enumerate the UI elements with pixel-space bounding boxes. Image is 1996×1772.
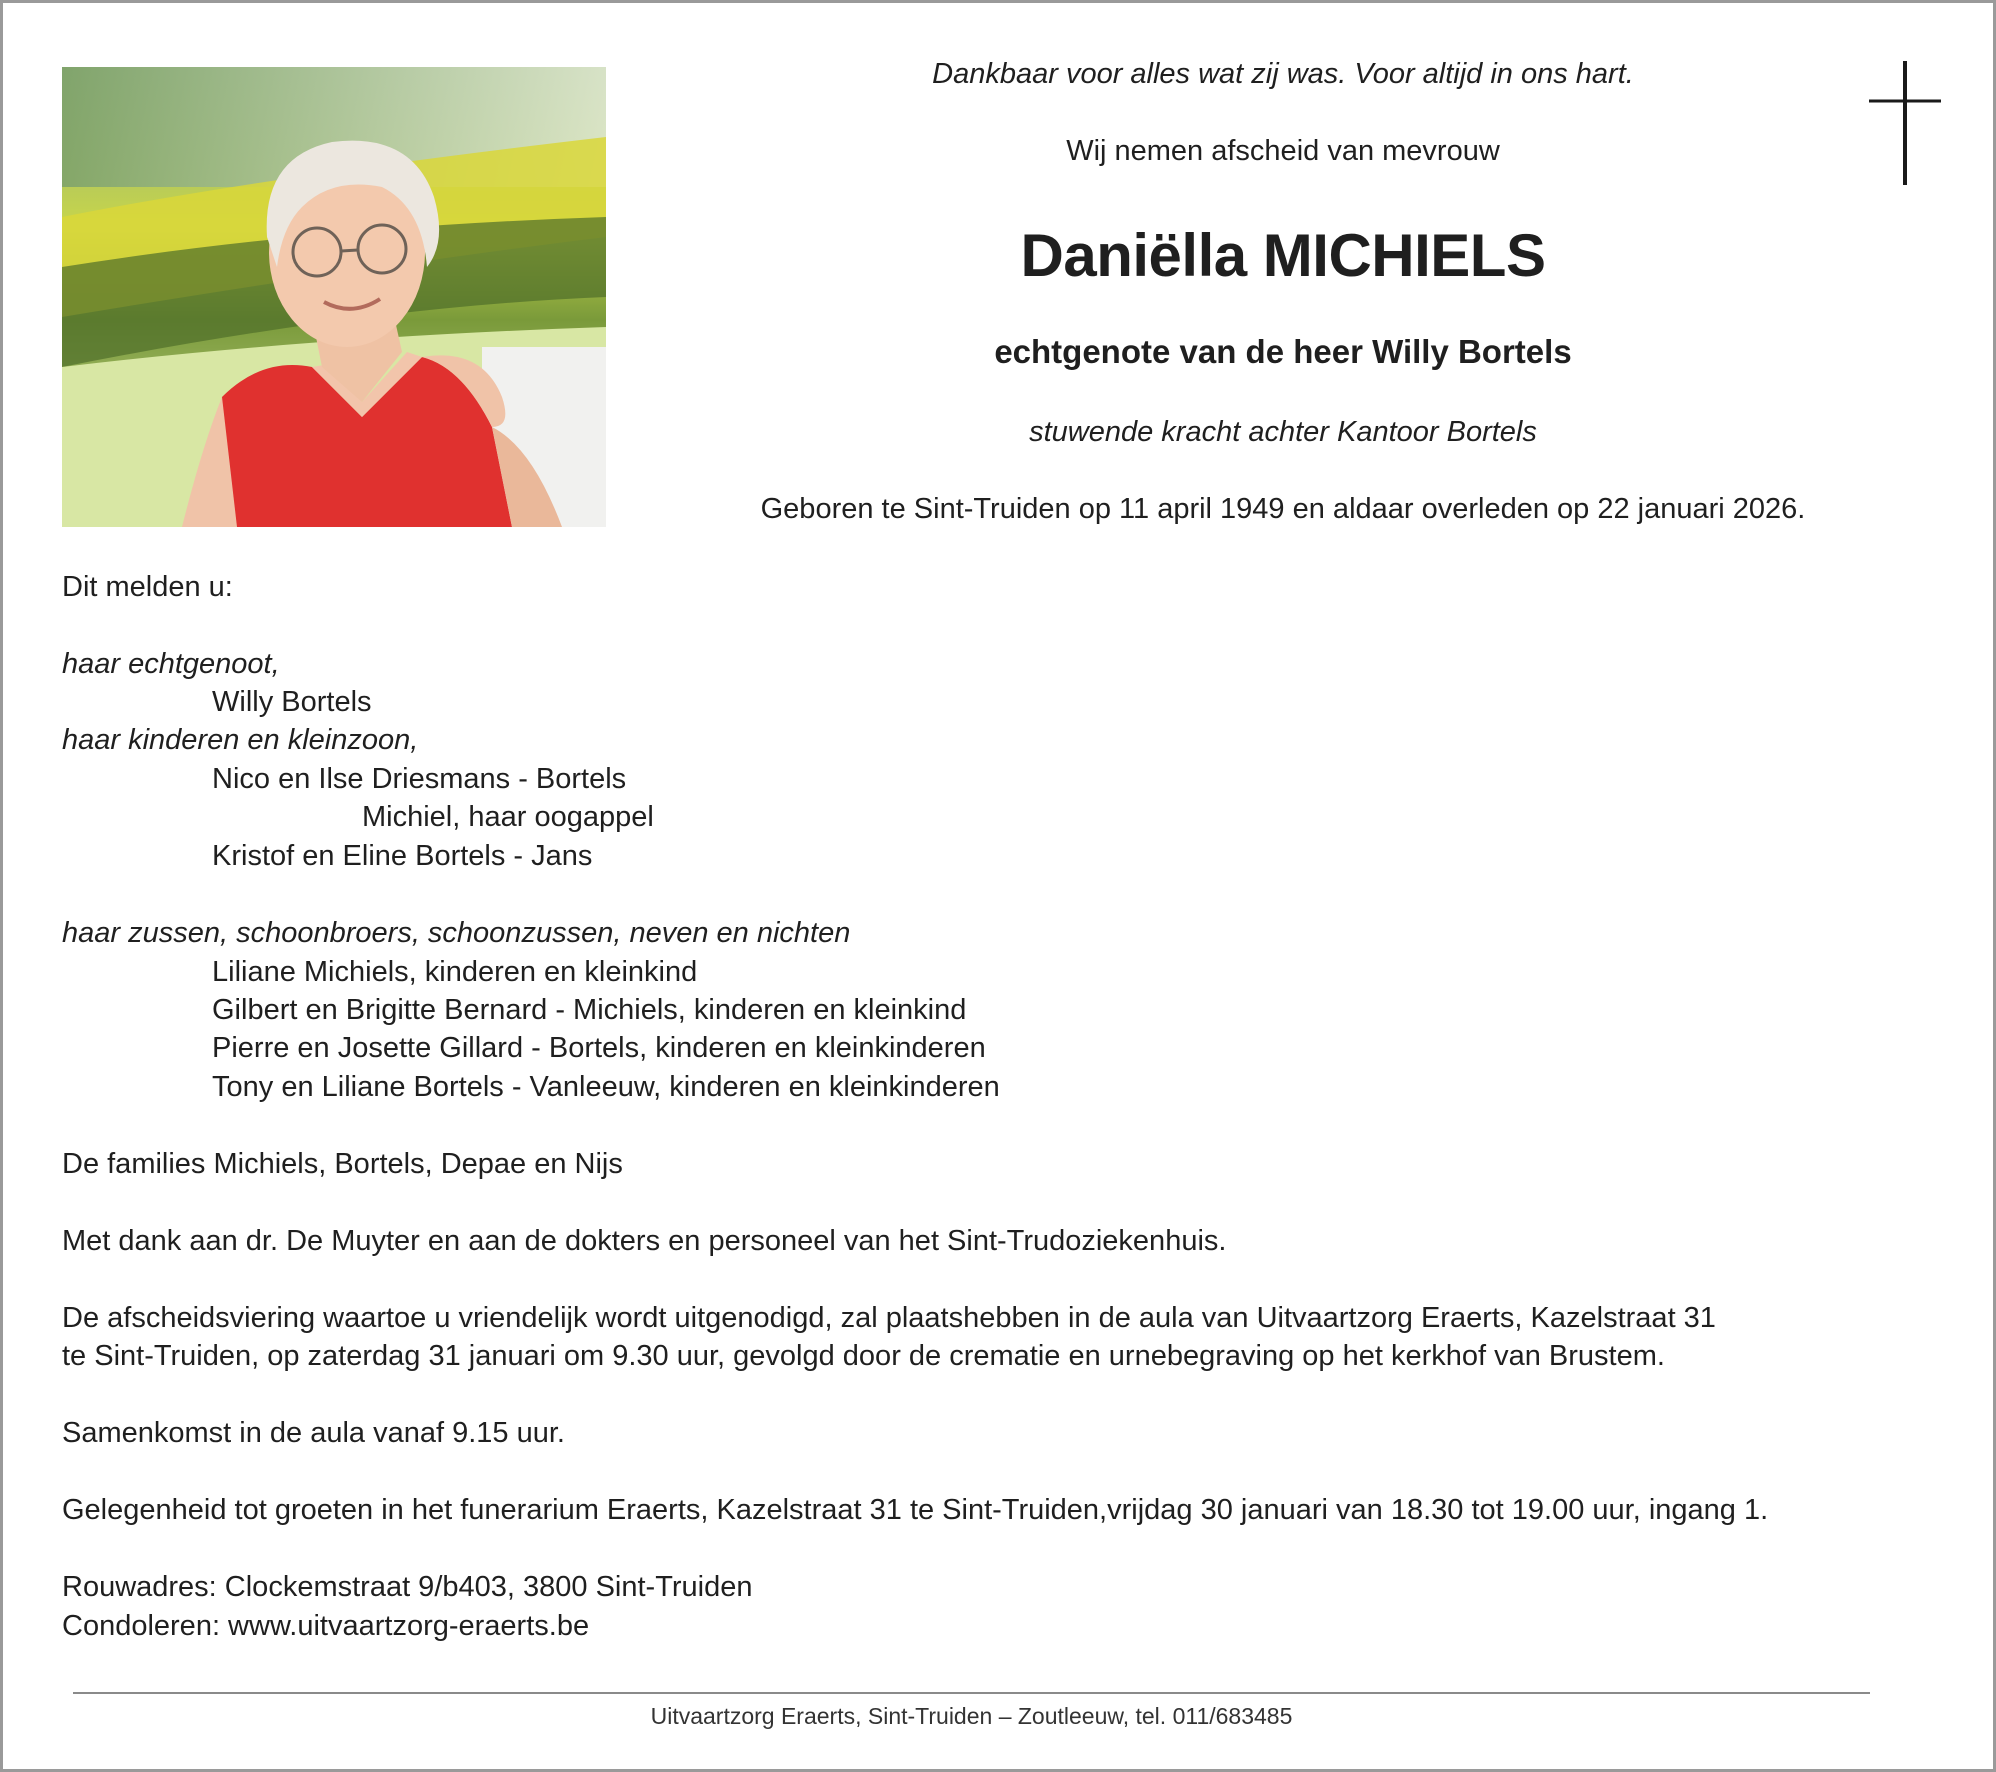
portrait-illustration	[62, 67, 606, 527]
deceased-name: Daniëlla MICHIELS	[1020, 222, 1546, 289]
group3-name: Tony en Liliane Bortels - Vanleeuw, kinderen en kleinkinderen	[212, 1071, 1000, 1103]
quote-line: Dankbaar voor alles wat zij was. Voor altijd in ons hart.	[932, 58, 1634, 90]
footer-text: Uitvaartzorg Eraerts, Sint-Truiden – Zoutleeuw, tel. 011/683485	[650, 1703, 1293, 1729]
group2-grandchild: Michiel, haar oogappel	[362, 801, 654, 833]
condolences-line: Condoleren: www.uitvaartzorg-eraerts.be	[62, 1610, 590, 1642]
group3-name: Liliane Michiels, kinderen en kleinkind	[212, 956, 698, 988]
group2-name-1: Nico en Ilse Driesmans - Bortels	[212, 763, 627, 795]
role-line: stuwende kracht achter Kantoor Bortels	[1029, 416, 1537, 448]
group1-name: Willy Bortels	[212, 686, 372, 718]
spouse-line: echtgenote van de heer Willy Bortels	[994, 333, 1572, 370]
group2-name-2: Kristof en Eline Bortels - Jans	[212, 840, 593, 872]
intro-line: Wij nemen afscheid van mevrouw	[1066, 135, 1500, 167]
address-line: Rouwadres: Clockemstraat 9/b403, 3800 Sint-Truiden	[62, 1571, 753, 1603]
announcement-lead: Dit melden u:	[62, 571, 233, 603]
cross-icon	[1869, 61, 1941, 185]
ceremony-line-2: te Sint-Truiden, op zaterdag 31 januari om 9.30 uur, gevolgd door de crematie en urnebegraving op het kerkhof van Brustem.	[62, 1340, 1665, 1372]
footer-divider	[73, 1692, 1870, 1694]
birth-death-line: Geboren te Sint-Truiden op 11 april 1949 en aldaar overleden op 22 januari 2026.	[760, 493, 1806, 525]
families-line: De families Michiels, Bortels, Depae en Nijs	[62, 1148, 623, 1180]
group3-name: Pierre en Josette Gillard - Bortels, kinderen en kleinkinderen	[212, 1032, 986, 1064]
group3-label: haar zussen, schoonbroers, schoonzussen, neven en nichten	[62, 917, 851, 949]
ceremony-line-1: De afscheidsviering waartoe u vriendelijk wordt uitgenodigd, zal plaatshebben in de aula van Uitvaartzorg Eraerts, Kazelstraat 31	[62, 1302, 1716, 1334]
gathering-line: Samenkomst in de aula vanaf 9.15 uur.	[62, 1417, 565, 1449]
group1-label: haar echtgenoot,	[62, 648, 280, 680]
group2-label: haar kinderen en kleinzoon,	[62, 724, 419, 756]
group3-name: Gilbert en Brigitte Bernard - Michiels, kinderen en kleinkind	[212, 994, 967, 1026]
thanks-line: Met dank aan dr. De Muyter en aan de dokters en personeel van het Sint-Trudoziekenhuis.	[62, 1225, 1227, 1257]
portrait-photo	[62, 67, 606, 527]
visitation-line: Gelegenheid tot groeten in het funerarium Eraerts, Kazelstraat 31 te Sint-Truiden,vrijdag 30 januari van 18.30 tot 19.00 uur, ingang 1.	[62, 1494, 1769, 1526]
